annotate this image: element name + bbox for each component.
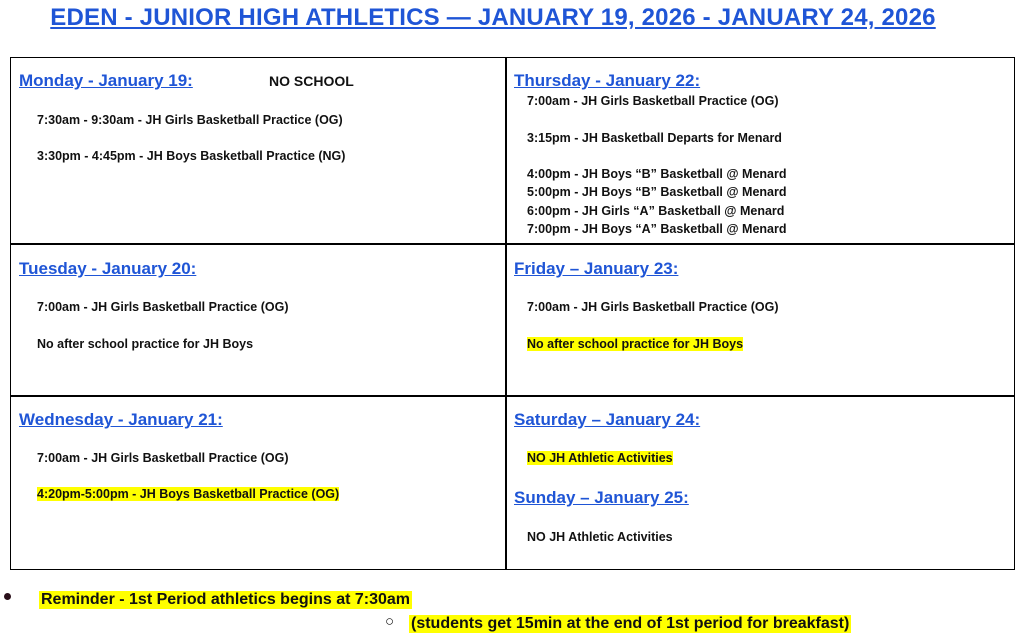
friday-item-1: 7:00am - JH Girls Basketball Practice (OG) [527,300,779,314]
friday-item-2-highlighted: No after school practice for JH Boys [527,337,744,351]
day-heading-monday: Monday - January 19: [19,71,193,90]
thursday-item-4: 5:00pm - JH Boys “B” Basketball @ Menard [527,185,787,199]
day-heading-sunday: Sunday – January 25: [514,488,689,507]
thursday-item-2: 3:15pm - JH Basketball Departs for Menard [527,131,782,145]
no-school-note: NO SCHOOL [269,73,354,89]
day-heading-wednesday: Wednesday - January 21: [19,410,223,429]
thursday-item-5: 6:00pm - JH Girls “A” Basketball @ Menard [527,204,785,218]
thursday-item-6: 7:00pm - JH Boys “A” Basketball @ Menard [527,222,787,236]
monday-item-1: 7:30am - 9:30am - JH Girls Basketball Practice (OG) [37,113,343,127]
day-heading-tuesday: Tuesday - January 20: [19,259,197,278]
wednesday-item-2-highlighted: 4:20pm-5:00pm - JH Boys Basketball Practice (OG) [37,487,340,501]
bullet-icon [4,593,11,600]
saturday-item-highlighted: NO JH Athletic Activities [527,451,673,465]
thursday-item-1: 7:00am - JH Girls Basketball Practice (OG) [527,94,779,108]
hollow-bullet-icon: ○ [385,613,395,630]
column-divider [505,58,507,569]
page-title: EDEN - JUNIOR HIGH ATHLETICS — JANUARY 19, 2026 - JANUARY 24, 2026 [50,4,936,31]
row-divider [11,243,1014,245]
day-heading-saturday: Saturday – January 24: [514,410,701,429]
monday-item-2: 3:30pm - 4:45pm - JH Boys Basketball Practice (NG) [37,149,346,163]
schedule-grid [10,57,1015,570]
sunday-item: NO JH Athletic Activities [527,530,673,544]
thursday-item-3: 4:00pm - JH Boys “B” Basketball @ Menard [527,167,787,181]
tuesday-item-1: 7:00am - JH Girls Basketball Practice (OG) [37,300,289,314]
day-heading-friday: Friday – January 23: [514,259,679,278]
row-divider [11,395,1014,397]
tuesday-item-2: No after school practice for JH Boys [37,337,254,351]
wednesday-item-1: 7:00am - JH Girls Basketball Practice (OG) [37,451,289,465]
reminder-subnote: (students get 15min at the end of 1st period for breakfast) [411,615,850,632]
reminder-note: Reminder - 1st Period athletics begins at 7:30am [41,591,411,608]
day-heading-thursday: Thursday - January 22: [514,71,701,90]
